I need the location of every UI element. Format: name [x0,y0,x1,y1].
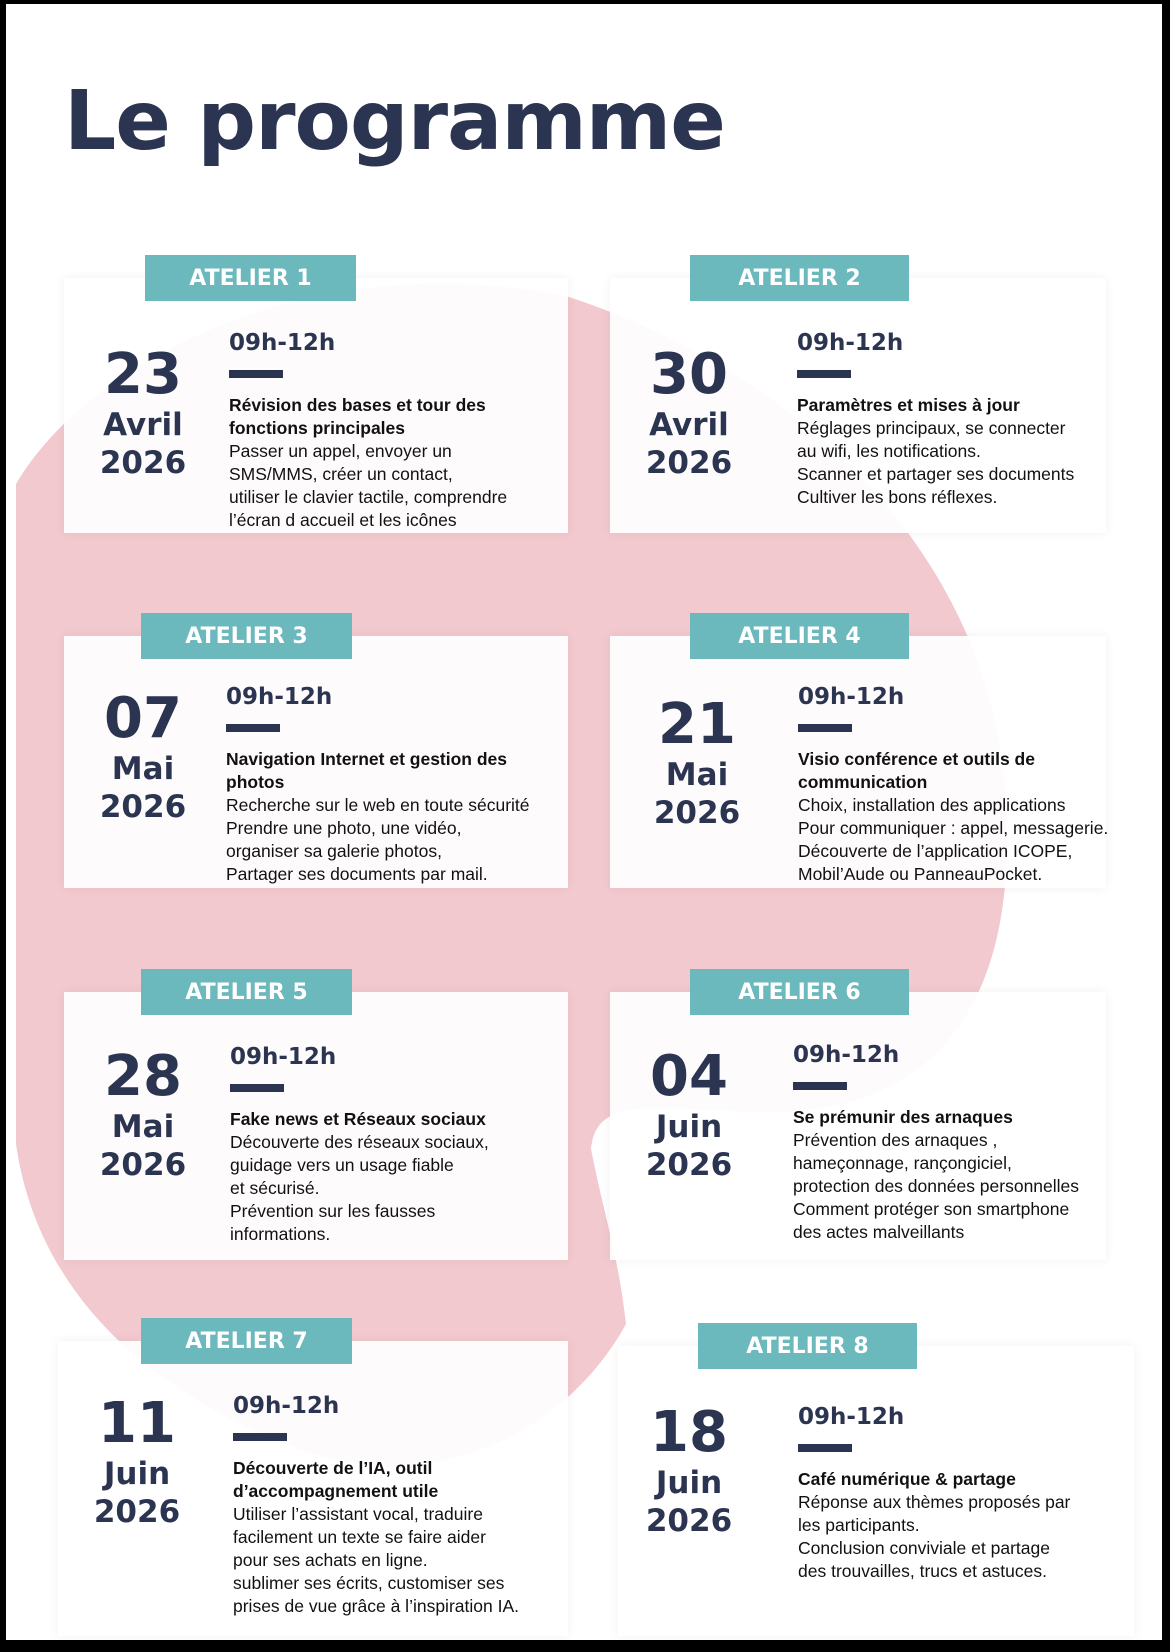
date-year: 2026 [645,1147,733,1183]
workshop-time: 09h-12h [793,1042,900,1068]
workshop-label: ATELIER 2 [690,255,909,301]
workshop-date [632,694,762,832]
date-day: 21 [658,692,736,757]
workshop-description-line: Mobil’Aude ou PanneauPocket. [798,864,1043,884]
workshop-description-line: les participants. [798,1515,920,1535]
workshop-description-line: Passer un appel, envoyer un [229,441,452,461]
workshop-date [78,1046,208,1184]
date-year: 2026 [93,1494,181,1530]
date-month: Juin [655,1109,723,1145]
workshop-description-line: l’écran d accueil et les icônes [229,510,457,530]
workshop-card-6 [610,979,1106,1260]
time-underline [233,1433,287,1441]
date-month: Avril [649,407,729,443]
date-year: 2026 [99,445,187,481]
workshop-title-line: communication [798,772,928,792]
workshop-date [72,1393,202,1531]
date-day: 04 [650,1044,728,1109]
workshop-description-line: Utiliser l’assistant vocal, traduire [233,1504,483,1524]
workshop-title [233,1457,583,1503]
workshop-description-line: et sécurisé. [230,1178,320,1198]
workshop-description-line: Prévention des arnaques , [793,1130,998,1150]
workshop-label: ATELIER 7 [141,1318,352,1364]
time-underline [797,370,851,378]
workshop-title [793,1106,1143,1129]
workshop-label: ATELIER 1 [145,255,356,301]
workshop-description-line: Comment protéger son smartphone [793,1199,1070,1219]
workshop-time: 09h-12h [226,684,333,710]
date-year: 2026 [99,1147,187,1183]
workshop-content [798,1402,1148,1583]
workshop-title-line: d’accompagnement utile [233,1481,439,1501]
workshop-description-line: sublimer ses écrits, customiser ses [233,1573,505,1593]
workshop-date [624,1046,754,1184]
workshop-description-line: des actes malveillants [793,1222,965,1242]
page-title: Le programme [64,74,725,169]
workshop-description-line: Choix, installation des applications [798,795,1066,815]
date-day: 11 [98,1391,176,1456]
workshop-description-line: Découverte des réseaux sociaux, [230,1132,489,1152]
workshop-label: ATELIER 5 [141,969,352,1015]
workshop-description-line: organiser sa galerie photos, [226,841,442,861]
workshop-card-2 [610,265,1106,533]
workshop-description-line: protection des données personnelles [793,1176,1080,1196]
workshop-description-line: prises de vue grâce à l’inspiration IA. [233,1596,519,1616]
workshop-description-line: guidage vers un usage fiable [230,1155,454,1175]
workshop-title-line: fonctions principales [229,418,405,438]
workshop-description-line: Prendre une photo, une vidéo, [226,818,462,838]
workshop-description-line: des trouvailles, trucs et astuces. [798,1561,1047,1581]
workshop-description-line: Recherche sur le web en toute sécurité [226,795,530,815]
workshop-label: ATELIER 6 [690,969,909,1015]
workshop-title-line: Fake news et Réseaux sociaux [230,1109,486,1129]
date-day: 07 [104,686,182,751]
workshop-content [233,1391,583,1618]
workshop-date [624,344,754,482]
date-year: 2026 [99,789,187,825]
workshop-title-line: Café numérique & partage [798,1469,1016,1489]
workshop-card-7 [58,1328,568,1636]
workshop-description-line: Cultiver les bons réflexes. [797,487,998,507]
workshop-description-line: Réglages principaux, se connecter [797,418,1066,438]
workshop-title [798,748,1148,794]
workshop-date [624,1402,754,1540]
workshop-description-line: Prévention sur les fausses [230,1201,436,1221]
workshop-title [230,1108,580,1131]
workshop-description-line: SMS/MMS, créer un contact, [229,464,453,484]
workshop-date [78,688,208,826]
workshop-card-3 [64,623,568,888]
workshop-title-line: Découverte de l’IA, outil [233,1458,433,1478]
workshop-time: 09h-12h [798,1404,905,1430]
workshop-title-line: Se prémunir des arnaques [793,1107,1013,1127]
workshop-description-line: pour ses achats en ligne. [233,1550,428,1570]
program-page [6,4,1162,1640]
time-underline [230,1084,284,1092]
time-underline [226,724,280,732]
workshop-description-line: hameçonnage, rançongiciel, [793,1153,1012,1173]
workshop-content [229,328,579,532]
date-month: Avril [103,407,183,443]
date-year: 2026 [645,445,733,481]
workshop-label: ATELIER 4 [690,613,909,659]
workshop-description-line: au wifi, les notifications. [797,441,981,461]
workshop-title-line: Révision des bases et tour des [229,395,486,415]
date-day: 28 [104,1044,182,1109]
workshop-card-4 [610,623,1109,888]
date-year: 2026 [645,1503,733,1539]
workshop-title-line: photos [226,772,285,792]
workshop-card-5 [64,979,568,1260]
workshop-description-line: facilement un texte se faire aider [233,1527,486,1547]
date-month: Juin [655,1465,723,1501]
workshop-title-line: Visio conférence et outils de [798,749,1035,769]
date-month: Mai [111,1109,175,1145]
workshop-description-line: Réponse aux thèmes proposés par [798,1492,1071,1512]
time-underline [798,1444,852,1452]
workshop-content [230,1042,580,1246]
workshop-time: 09h-12h [233,1393,340,1419]
workshop-time: 09h-12h [230,1044,337,1070]
workshop-label: ATELIER 3 [141,613,352,659]
workshop-description-line: informations. [230,1224,331,1244]
workshop-time: 09h-12h [797,330,904,356]
workshop-description-line: Découverte de l’application ICOPE, [798,841,1073,861]
workshop-description-line: Scanner et partager ses documents [797,464,1075,484]
time-underline [793,1082,847,1090]
date-day: 18 [650,1400,728,1465]
workshop-time: 09h-12h [229,330,336,356]
date-day: 30 [650,342,728,407]
workshop-description-line: utiliser le clavier tactile, comprendre [229,487,508,507]
date-day: 23 [104,342,182,407]
date-month: Juin [103,1456,171,1492]
workshop-card-1 [64,265,568,533]
time-underline [229,370,283,378]
workshop-description-line: Conclusion conviviale et partage [798,1538,1050,1558]
workshop-description-line: Partager ses documents par mail. [226,864,488,884]
date-month: Mai [111,751,175,787]
workshop-label: ATELIER 8 [698,1323,917,1369]
workshop-description-line: Pour communiquer : appel, messagerie. [798,818,1109,838]
workshop-title-line: Navigation Internet et gestion des [226,749,508,769]
workshop-time: 09h-12h [798,684,905,710]
time-underline [798,724,852,732]
workshop-content [226,682,576,886]
workshop-title-line: Paramètres et mises à jour [797,395,1020,415]
date-month: Mai [665,757,729,793]
date-year: 2026 [653,795,741,831]
workshop-card-8 [618,1333,1134,1636]
workshop-title [226,748,576,794]
workshop-title [798,1468,1148,1491]
workshop-content [798,682,1148,886]
workshop-date [78,344,208,482]
workshop-title [229,394,579,440]
workshop-title [797,394,1147,417]
workshop-content [797,328,1147,509]
workshop-content [793,1040,1143,1244]
